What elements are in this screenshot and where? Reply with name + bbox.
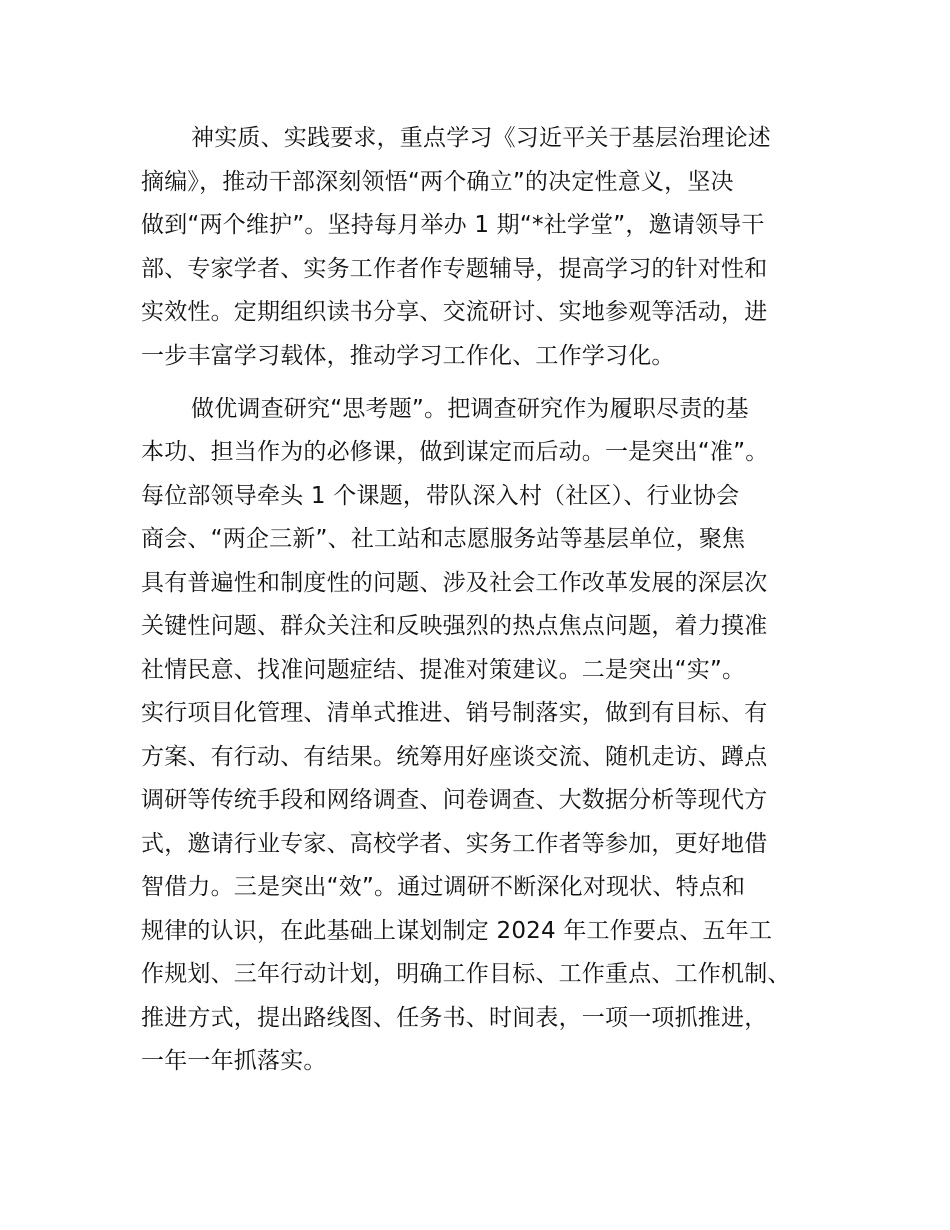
text-line: 摘编》，推动干部深刻领悟“两个确立”的决定性意义，坚决: [141, 169, 734, 195]
text-line: 作规划、三年行动计划，明确工作目标、工作重点、工作机制、: [141, 961, 791, 987]
text-line: 调研等传统手段和网络调查、问卷调查、大数据分析等现代方: [141, 787, 768, 813]
text-line: 社情民意、找准问题症结、提准对策建议。二是突出“实”。: [141, 657, 746, 683]
text-line: 每位部领导牵头 1 个课题，带队深入村（社区）、行业协会: [141, 483, 740, 509]
text-line: 推进方式，提出路线图、任务书、时间表，一项一项抓推进，: [141, 1005, 768, 1031]
text-line: 式，邀请行业专家、高校学者、实务工作者等参加，更好地借: [141, 831, 768, 857]
text-line: 规律的认识，在此基础上谋划制定 2024 年工作要点、五年工: [141, 918, 773, 944]
text-line: 神实质、实践要求，重点学习《习近平关于基层治理论述: [191, 125, 771, 151]
text-line: 实效性。定期组织读书分享、交流研讨、实地参观等活动，进: [141, 299, 768, 325]
text-line: 做到“两个维护”。坚持每月举办 1 期“*社学堂”，邀请领导干: [141, 212, 765, 238]
text-line: 做优调查研究“思考题”。把调查研究作为履职尽责的基: [191, 396, 749, 422]
text-line: 具有普遍性和制度性的问题、涉及社会工作改革发展的深层次: [141, 570, 768, 596]
text-line: 关键性问题、群众关注和反映强烈的热点焦点问题，着力摸准: [141, 613, 768, 639]
text-line: 方案、有行动、有结果。统筹用好座谈交流、随机走访、蹲点: [141, 744, 768, 770]
text-line: 本功、担当作为的必修课，做到谋定而后动。一是突出“准”。: [141, 439, 769, 465]
text-line: 部、专家学者、实务工作者作专题辅导，提高学习的针对性和: [141, 256, 768, 282]
text-line: 商会、“两企三新”、社工站和志愿服务站等基层单位，聚焦: [141, 526, 746, 552]
text-line: 实行项目化管理、清单式推进、销号制落实，做到有目标、有: [141, 700, 768, 726]
text-line: 一年一年抓落实。: [141, 1048, 327, 1074]
text-line: 一步丰富学习载体，推动学习工作化、工作学习化。: [141, 343, 675, 369]
text-line: 智借力。三是突出“效”。通过调研不断深化对现状、特点和: [141, 874, 746, 900]
